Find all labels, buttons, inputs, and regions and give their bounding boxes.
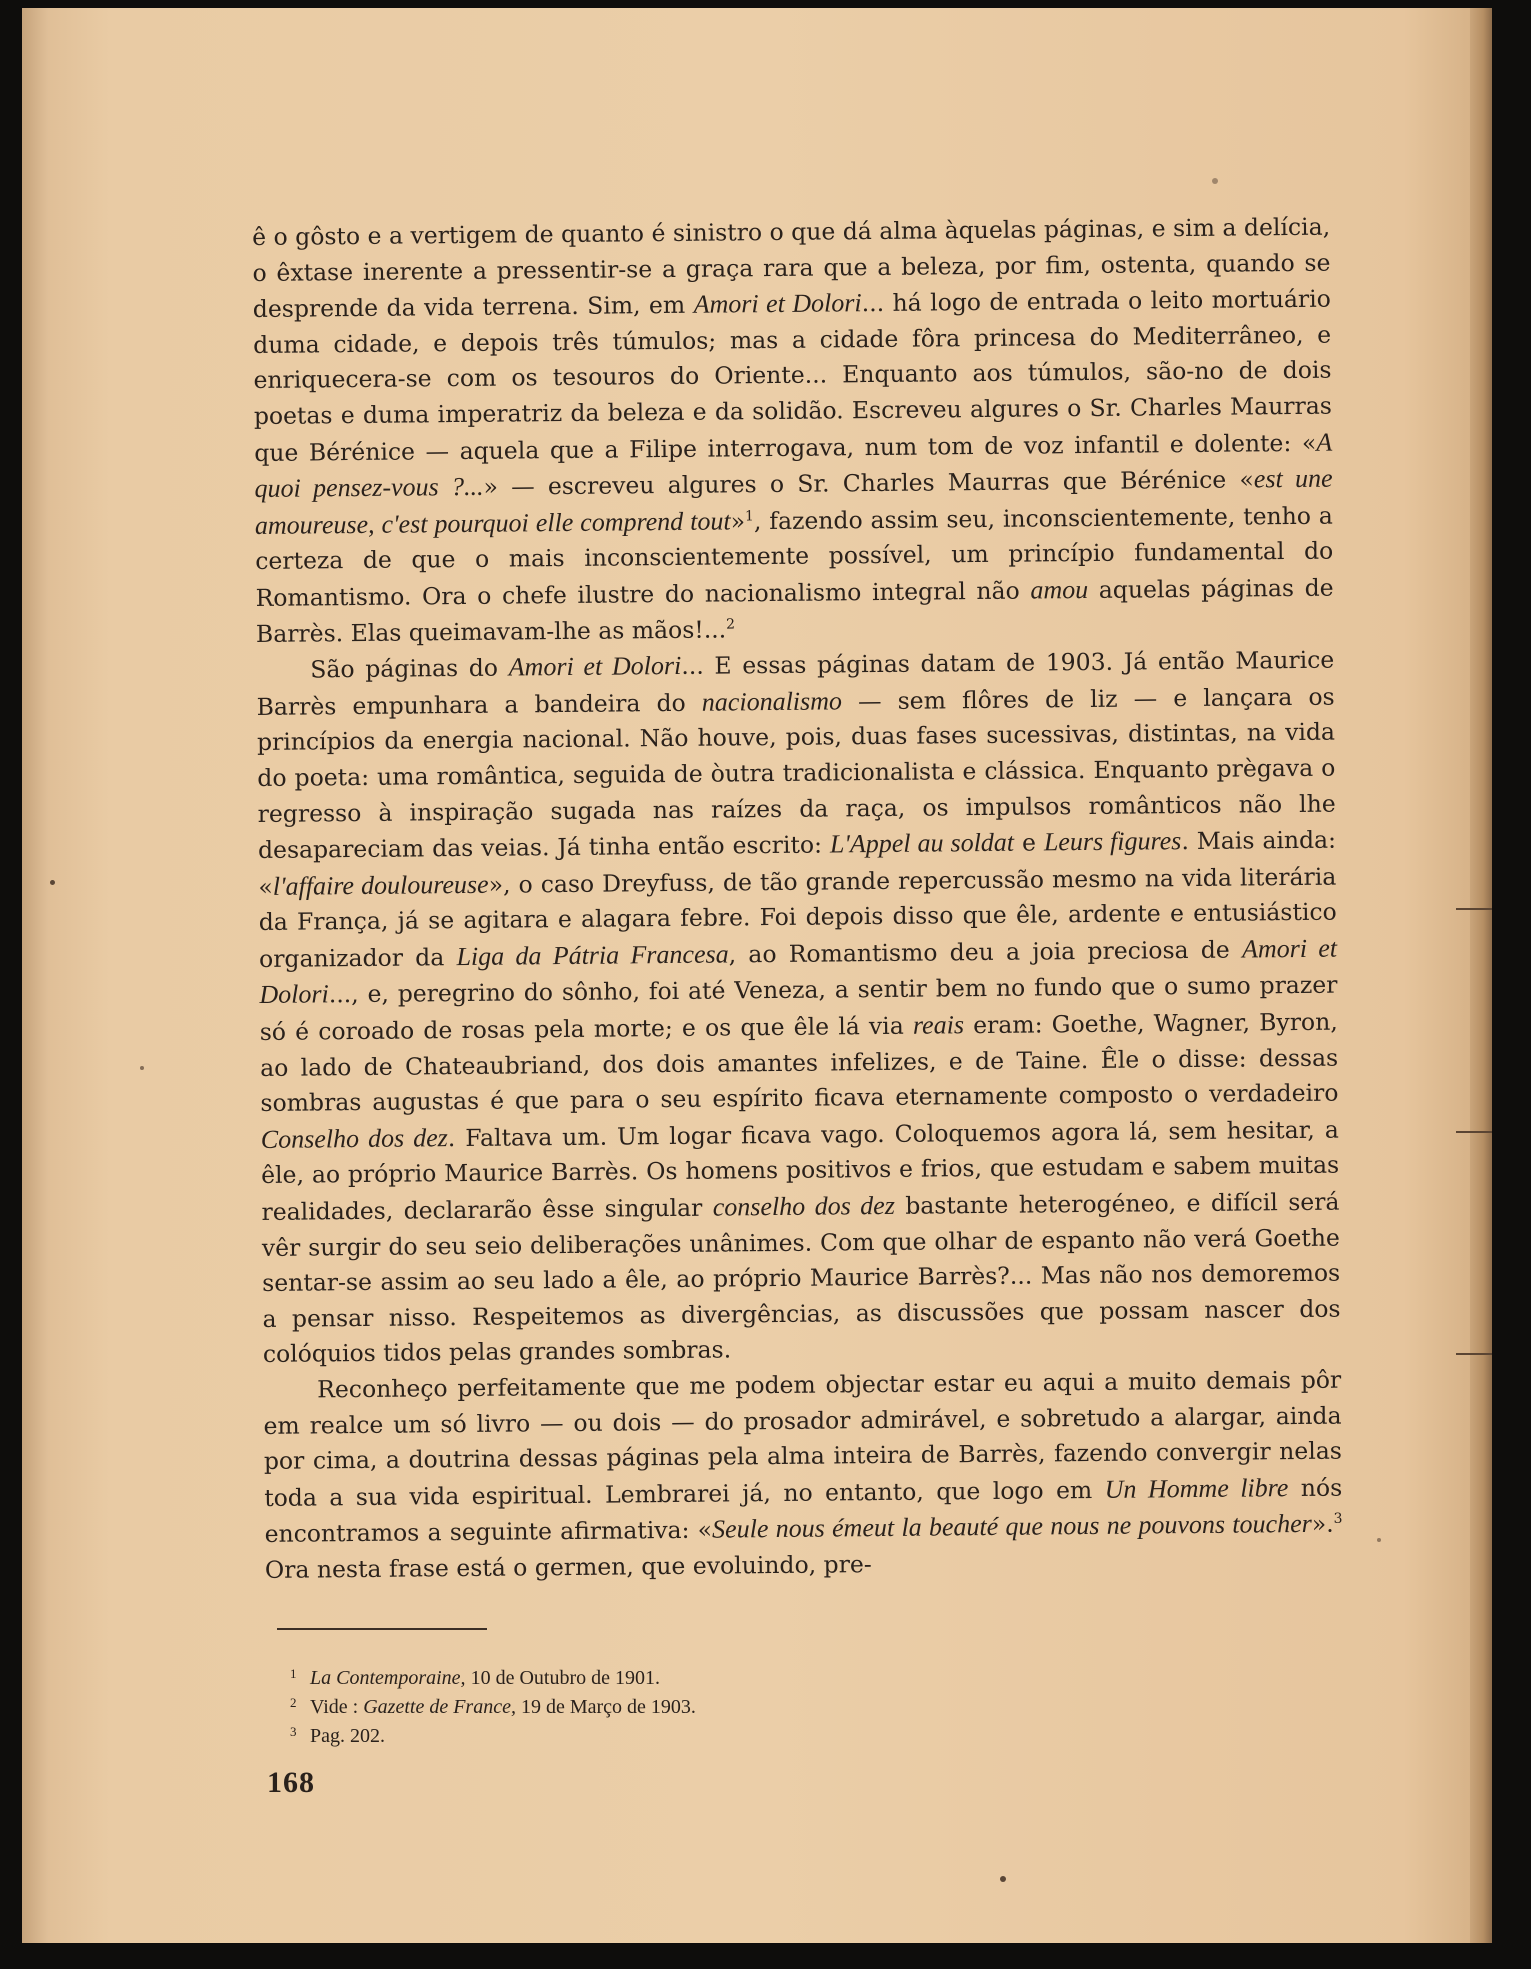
footnote-ref: 1 (744, 508, 754, 525)
paper-speck (1377, 1538, 1381, 1542)
footnote (290, 1693, 696, 1722)
edge-mark (1456, 908, 1492, 910)
italic-text: Liga da Pátria Francesa (456, 939, 729, 971)
text-run: nós encontramos a seguinte afirmativa: « (264, 1473, 1343, 1549)
italic-text: Amori et Dolori (508, 651, 682, 682)
text-run: , fazendo assim seu, inconscientemente, tenho a certeza de que o mais inconscientemente possível, um princípio fundamental do Romantismo. Ora o chefe ilustre do nacionalismo integral não (255, 501, 1334, 612)
text-run: ... E essas páginas datam de 1903. Já então Maurice Barrès empunhara a bandeira do (256, 645, 1335, 721)
page-number: 168 (267, 1766, 315, 1799)
footnote (290, 1664, 696, 1693)
page-right-edge (1470, 8, 1492, 1943)
text-run: Reconheço perfeitamente que me podem objectar estar eu aqui a muito demais pôr em realce um só livro — ou dois — do prosador admirável, e sobretudo a alargar, ainda por cima, a doutrina dessas páginas pela alma inteira de Barrès, fazendo convergir nelas toda a sua vida espiritual. Lembrarei já, no entanto, que logo em (263, 1365, 1342, 1512)
book-page (22, 8, 1492, 1943)
footnote-number: 2 (290, 1695, 297, 1710)
italic-text: nacionalismo (701, 686, 843, 717)
footnote-source: La Contemporaine, (310, 1667, 466, 1689)
page-left-shadow (22, 8, 48, 1943)
paper-speck (140, 1066, 144, 1070)
italic-text: A quoi pensez-vous ?... (254, 427, 1333, 504)
paragraph (252, 210, 1334, 652)
footnotes (290, 1664, 696, 1751)
paper-speck (50, 880, 55, 885)
text-run: », o caso Dreyfuss, de tão grande repercussão mesmo na vida literária da França, já se agitara e alagara febre. Foi depois disso que êle, ardente e entusiástico organizador da (258, 862, 1337, 973)
footnote-text: 10 de Outubro de 1901. (465, 1667, 660, 1689)
text-run: ..., e, peregrino do sônho, foi até Veneza, a sentir bem no fundo que o sumo prazer só é coroado de rosas pela morte; e os que êle lá via (259, 971, 1338, 1047)
edge-mark (1456, 1131, 1492, 1133)
body-text (252, 210, 1343, 1589)
paragraph (256, 642, 1341, 1373)
italic-text: conselho dos dez (712, 1190, 896, 1222)
text-run: , ao Romantismo deu a joia preciosa de (728, 935, 1243, 969)
footnote-prefix: Vide : (310, 1696, 364, 1718)
footnote (290, 1722, 696, 1751)
text-run: Ora nesta frase está o germen, que evoluindo, pre- (264, 1550, 872, 1584)
italic-text: Seule nous émeut la beauté que nous ne pouvons toucher (711, 1509, 1312, 1545)
text-run: ... há logo de entrada o leito mortuário duma cidade, e depois três túmulos; mas a cidade fôra princesa do Mediterrâneo, e enriquecera-se com os tesouros do Oriente... Enquanto aos túmulos, são-no de dois poetas e duma imperatriz da beleza e da solidão. Escreveu algures o Sr. Charles Maurras que Bérénice — aquela que a Filipe interrogava, num tom de voz infantil e dolente: « (253, 284, 1332, 467)
footnote-ref: 2 (726, 616, 736, 633)
text-run: ». (1311, 1510, 1334, 1539)
paper-speck (1212, 178, 1218, 184)
italic-text: reais (912, 1010, 965, 1040)
footnote-number: 1 (290, 1666, 297, 1681)
italic-text: l'affaire douloureuse (272, 869, 489, 901)
footnote-text: 19 de Março de 1903. (515, 1696, 696, 1718)
text-run: ê o gôsto e a vertigem de quanto é sinistro o que dá alma àquelas páginas, e sim a delícia, o êxtase inerente a pressentir-se a graça rara que a beleza, por fim, ostenta, quando se desprende da vida terrena. Sim, em (252, 212, 1331, 324)
italic-text: Leurs figures (1043, 826, 1182, 857)
text-run: » (730, 507, 746, 536)
text-run: bastante heterogéneo, e difícil será vêr surgir do seu seio deliberações unânimes. Com que olhar de espanto não verá Goethe sentar-se assim ao seu lado a êle, ao próprio Maurice Barrès?... Mas não nos demoremos a pensar nisso. Respeitemos as divergências, as discussões que possam nascer dos colóquios tidos pelas grandes sombras. (261, 1187, 1341, 1369)
footnote-source: Gazette de France, (363, 1696, 516, 1718)
italic-text: Amori et Dolori (259, 933, 1338, 1010)
text-run: aquelas páginas de Barrès. Elas queimavam-lhe as mãos!... (255, 573, 1334, 648)
italic-text: est une amoureuse, c'est pourquoi elle comprend tout (254, 463, 1333, 540)
italic-text: Conselho dos dez (260, 1123, 448, 1154)
footnote-ref: 3 (1333, 1511, 1343, 1528)
paper-speck (1000, 1876, 1006, 1882)
footnote-text: Pag. 202. (310, 1725, 385, 1747)
text-run: . Mais ainda: « (258, 825, 1337, 901)
footnote-number: 3 (290, 1724, 297, 1739)
text-run: » — escreveu algures o Sr. Charles Maurras que Bérénice « (483, 465, 1254, 501)
text-run: eram: Goethe, Wagner, Byron, ao lado de Chateaubriand, dos dois amantes infelizes, e de Taine. Êle o disse: dessas sombras augustas é que para o seu espírito ficava eternamente composto o verdadeiro (260, 1007, 1339, 1118)
italic-text: amou (1030, 574, 1089, 605)
text-run: São páginas do (310, 653, 509, 684)
italic-text: Un Homme libre (1104, 1472, 1289, 1504)
text-run: . Faltava um. Um logar ficava vago. Coloquemos agora lá, sem hesitar, a êle, ao próprio Maurice Barrès. Os homens positivos e frios, que estudam e sabem muitas realidades, declararão êsse singular (261, 1115, 1340, 1226)
footnote-separator (277, 1628, 487, 1630)
text-run: e (1013, 828, 1045, 857)
italic-text: L'Appel au soldat (829, 827, 1015, 859)
edge-mark (1456, 1353, 1492, 1355)
paragraph (263, 1363, 1343, 1589)
text-run: — sem flôres de liz — e lançara os princípios da energia nacional. Não houve, pois, duas fases sucessivas, distintas, na vida do poeta: uma romântica, seguida de òutra tradicionalista e clássica. Enquanto prègava o regresso à inspiração sugada nas raízes da raça, os impulsos românticos não lhe desapareciam das veias. Já tinha então escrito: (256, 682, 1336, 865)
italic-text: Amori et Dolori (693, 288, 862, 319)
